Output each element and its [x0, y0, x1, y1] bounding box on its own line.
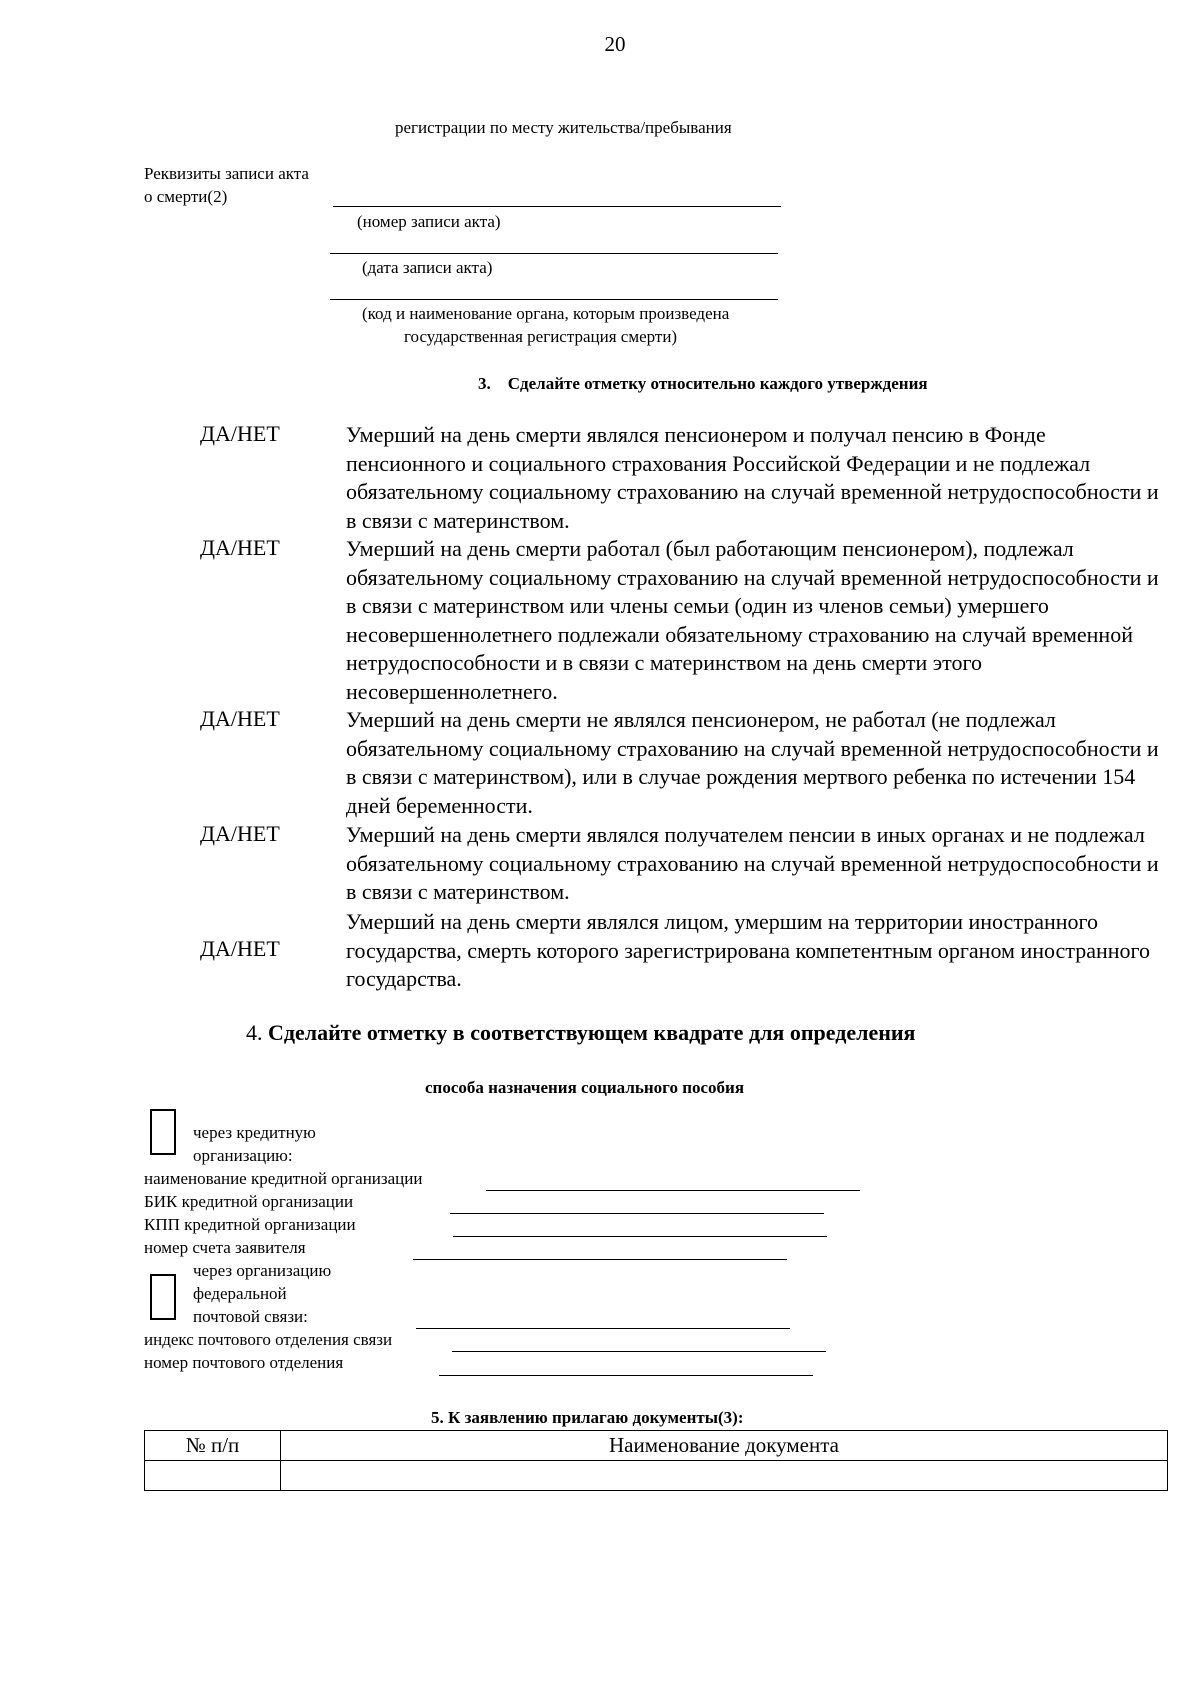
column-header-document-name: Наименование документа: [281, 1431, 1168, 1461]
registration-organ-field[interactable]: [330, 299, 778, 300]
death-record-label-line2: о смерти(2): [144, 187, 228, 206]
section4-number: 4.: [246, 1020, 268, 1045]
statement5-text: Умерший на день смерти являлся лицом, умершим на территории иностранного государства, смерть которого зарегистрирована компетентным органом иностранного государства.: [346, 909, 1150, 991]
row-number-cell[interactable]: [145, 1461, 281, 1491]
statement5-yes-no[interactable]: ДА/НЕТ: [200, 936, 280, 961]
post-index-label: индекс почтового отделения связи: [144, 1330, 393, 1349]
credit-option-line1: через кредитную: [193, 1123, 316, 1142]
header-line: регистрации по месту жительства/пребывания: [395, 118, 732, 137]
post-index-field[interactable]: [452, 1351, 826, 1352]
documents-table: [144, 1430, 1168, 1491]
post-number-field[interactable]: [439, 1375, 813, 1376]
statement4-text: Умерший на день смерти являлся получателем пенсии в иных органах и не подлежал обязательному социальному страхованию на случай временной нетрудоспособности и в связи с материнством.: [346, 822, 1159, 904]
record-number-field[interactable]: [333, 206, 781, 207]
kpp-field[interactable]: [453, 1236, 827, 1237]
statement2-text: Умерший на день смерти работал (был работающим пенсионером), подлежал обязательному социальному страхованию на случай временной нетрудоспособности и в связи с материнством или члены семьи (один из членов семьи) умершего несовершеннолетнего подлежали обязательному страхованию на случай временной нетрудоспособности и в связи с материнством на день смерти этого несовершеннолетнего.: [346, 536, 1159, 704]
statement3-text: Умерший на день смерти не являлся пенсионером, не работал (не подлежал обязательному социальному страхованию на случай временной нетрудоспособности и в связи с материнством), или в случае рождения мертвого ребенка по истечении 154 дней беременности.: [346, 707, 1159, 818]
statement3-yes-no[interactable]: ДА/НЕТ: [200, 706, 280, 731]
registration-organ-caption-line1: (код и наименование органа, которым произведена: [362, 304, 730, 323]
section5-title: 5. К заявлению прилагаю документы(3):: [431, 1408, 744, 1427]
column-header-number: № п/п: [145, 1431, 281, 1461]
section4-title-text: Сделайте отметку в соответствующем квадрате для определения: [268, 1020, 916, 1045]
record-date-caption: (дата записи акта): [362, 258, 493, 277]
bik-label: БИК кредитной организации: [144, 1192, 354, 1211]
post-option-line2: федеральной: [193, 1284, 287, 1303]
section4-title: [246, 1020, 915, 1046]
post-option-line1: через организацию: [193, 1261, 332, 1280]
table-header-row: [145, 1431, 1168, 1461]
registration-organ-caption-line2: государственная регистрация смерти): [404, 327, 678, 346]
record-number-caption: (номер записи акта): [357, 212, 501, 231]
statement2-yes-no[interactable]: ДА/НЕТ: [200, 535, 280, 560]
bank-name-label: наименование кредитной организации: [144, 1169, 423, 1188]
section4-subtitle: способа назначения социального пособия: [425, 1078, 745, 1097]
credit-org-checkbox[interactable]: [150, 1109, 176, 1155]
table-row: [145, 1461, 1168, 1491]
account-field[interactable]: [413, 1259, 787, 1260]
statement4-yes-no[interactable]: ДА/НЕТ: [200, 821, 280, 846]
death-record-label-line1: Реквизиты записи акта: [144, 164, 309, 183]
kpp-label: КПП кредитной организации: [144, 1215, 356, 1234]
account-label: номер счета заявителя: [144, 1238, 306, 1257]
post-office-checkbox[interactable]: [150, 1274, 176, 1320]
page-number: 20: [604, 32, 626, 56]
record-date-field[interactable]: [330, 253, 778, 254]
section3-title: 3. Сделайте отметку относительно каждого утверждения: [478, 374, 928, 393]
bank-name-field[interactable]: [486, 1190, 860, 1191]
statement1-text: Умерший на день смерти являлся пенсионером и получал пенсию в Фонде пенсионного и социального страхования Российской Федерации и не подлежал обязательному социальному страхованию на случай временной нетрудоспособности и в связи с материнством.: [346, 422, 1159, 533]
post-option-line3: почтовой связи:: [193, 1307, 308, 1326]
bik-field[interactable]: [450, 1213, 824, 1214]
row-document-cell[interactable]: [281, 1461, 1168, 1491]
post-option-field[interactable]: [416, 1328, 790, 1329]
post-number-label: номер почтового отделения: [144, 1353, 344, 1372]
statement1-yes-no[interactable]: ДА/НЕТ: [200, 421, 280, 446]
credit-option-line2: организацию:: [193, 1146, 293, 1165]
